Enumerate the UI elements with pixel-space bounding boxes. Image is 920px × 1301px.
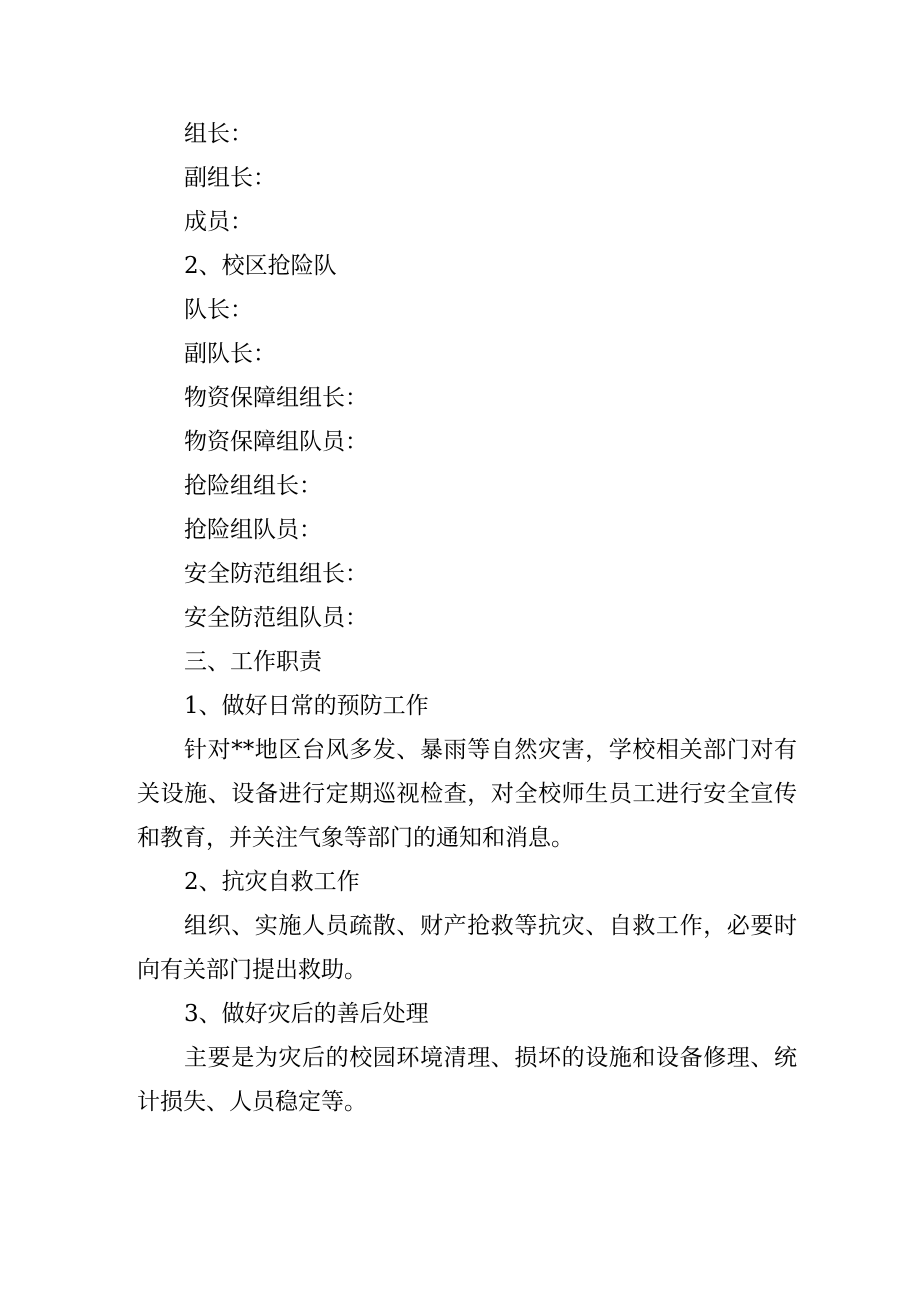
text-line-safety-leader: 安全防范组组长： xyxy=(184,561,368,587)
text-line-supply-leader: 物资保障组组长： xyxy=(184,385,368,411)
text-line-team-captain: 队长： xyxy=(184,297,253,323)
subheading-disaster-relief: 2、抗灾自救工作 xyxy=(184,869,360,895)
text-line-rescue-members: 抢险组队员： xyxy=(184,517,322,543)
subheading-aftermath: 3、做好灾后的善后处理 xyxy=(184,1001,429,1027)
text-line-rescue-leader: 抢险组组长： xyxy=(184,473,322,499)
subheading-daily-prevention: 1、做好日常的预防工作 xyxy=(184,693,429,719)
text-line-group-leader: 组长： xyxy=(184,121,253,147)
section-heading-duties: 三、工作职责 xyxy=(184,649,322,675)
paragraph-disaster-relief: 组织、实施人员疏散、财产抢救等抗灾、自救工作，必要时向有关部门提出救助。 xyxy=(137,913,797,983)
paragraph-aftermath: 主要是为灾后的校园环境清理、损坏的设施和设备修理、统计损失、人员稳定等。 xyxy=(137,1045,797,1115)
text-line-deputy-captain: 副队长： xyxy=(184,341,276,367)
text-line-safety-members: 安全防范组队员： xyxy=(184,605,368,631)
document-body xyxy=(137,112,797,1124)
section-heading-rescue-team: 2、校区抢险队 xyxy=(184,253,337,279)
text-line-members: 成员： xyxy=(184,209,253,235)
text-line-deputy-group-leader: 副组长： xyxy=(184,165,276,191)
paragraph-daily-prevention: 针对**地区台风多发、暴雨等自然灾害，学校相关部门对有关设施、设备进行定期巡视检查，对全校师生员工进行安全宣传和教育，并关注气象等部门的通知和消息。 xyxy=(137,737,797,851)
text-line-supply-members: 物资保障组队员： xyxy=(184,429,368,455)
